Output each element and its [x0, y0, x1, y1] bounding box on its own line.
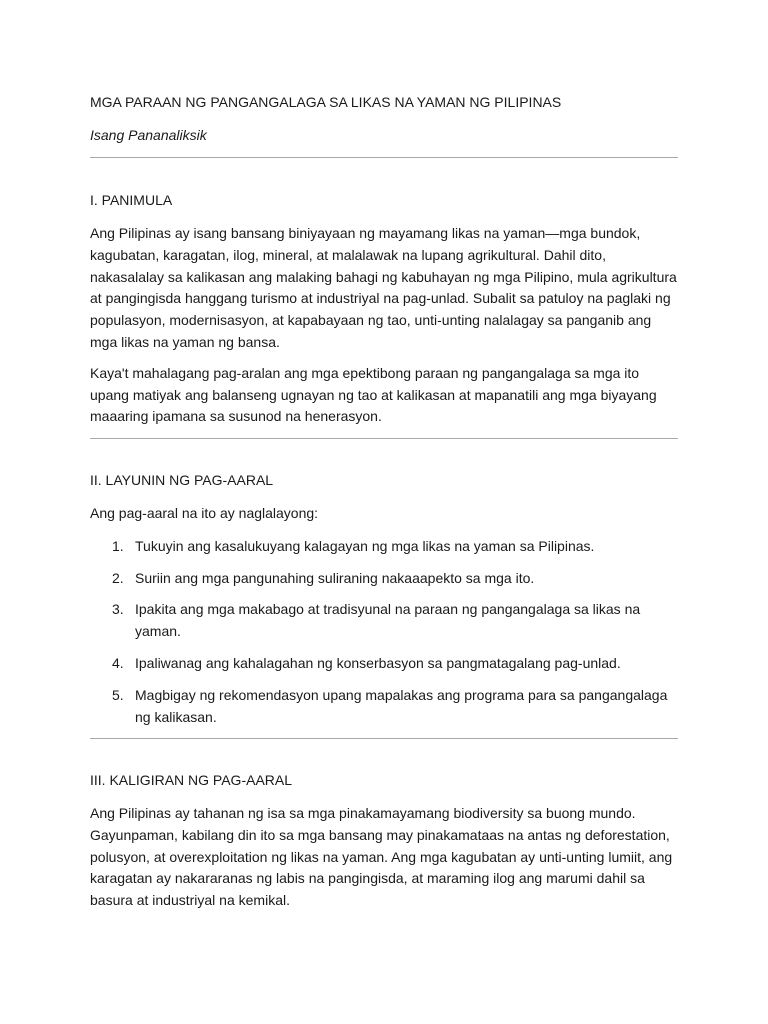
list-item — [90, 568, 678, 590]
paragraph: Ang Pilipinas ay tahanan ng isa sa mga pinakamayamang biodiversity sa buong mundo. Gayunpaman, kabilang din ito sa mga bansang may pinakamataas na antas ng deforestation, polusyon, at overexploitation ng likas na yaman. Ang mga kagubatan ay unti-unting lumiit, ang karagatan ay nakararanas ng labis na pangingisda, at maraming ilog ang marumi dahil sa basura at industriyal na kemikal. — [90, 805, 673, 909]
paragraph: Ang Pilipinas ay isang bansang biniyayaan ng mayamang likas na yaman—mga bundok, kagubatan, karagatan, ilog, mineral, at malalawak na lupang agrikultural. Dahil dito, nakasalalay sa kalikasan ang malaking bahagi ng kabuhayan ng mga Pilipino, mula agrikultura at pangingisda hanggang turismo at industriyal na pag-unlad. Subalit sa patuloy na paglaki ng populasyon, modernisasyon, at kapabayaan ng tao, unti-unting nalalagay sa panganib ang mga likas na yaman ng bansa. — [90, 225, 677, 350]
list-text: Magbigay ng rekomendasyon upang mapalakas ang programa para sa pangangalaga ng kalikasan. — [135, 686, 668, 725]
list-number: 5. — [112, 686, 124, 703]
section-layunin — [90, 471, 678, 738]
section-heading: III. KALIGIRAN NG PAG-AARAL — [90, 772, 293, 788]
list-number: 1. — [112, 537, 124, 554]
list-item — [90, 685, 678, 729]
section-panimula — [90, 191, 678, 437]
paragraph: Ang pag-aaral na ito ay naglalayong: — [90, 505, 319, 521]
list-number: 2. — [112, 569, 124, 586]
list-text: Suriin ang mga pangunahing suliraning nakaaapekto sa mga ito. — [135, 569, 535, 586]
list-item — [90, 536, 678, 558]
section-heading: II. LAYUNIN NG PAG-AARAL — [90, 472, 274, 488]
list-number: 4. — [112, 654, 124, 671]
paragraph: Kaya't mahalagang pag-aralan ang mga epektibong paraan ng pangangalaga sa mga ito upang matiyak ang balanseng ugnayan ng tao at kalikasan at mapanatili ang mga biyayang maaaring ipamana sa susunod na henerasyon. — [90, 364, 657, 425]
document-subtitle: Isang Pananaliksik — [90, 127, 207, 143]
list-text: Ipaliwanag ang kahalagahan ng konserbasyon sa pangmatagalang pag-unlad. — [135, 654, 621, 671]
list-item — [90, 599, 678, 643]
objectives-list — [90, 536, 678, 729]
section-heading: I. PANIMULA — [90, 192, 173, 208]
list-item — [90, 653, 678, 675]
document-title: MGA PARAAN NG PANGANGALAGA SA LIKAS NA YAMAN NG PILIPINAS — [90, 94, 562, 110]
section-divider — [90, 157, 678, 158]
section-kaligiran — [90, 771, 678, 921]
list-text: Tukuyin ang kasalukuyang kalagayan ng mga likas na yaman sa Pilipinas. — [135, 537, 595, 554]
list-number: 3. — [112, 601, 124, 618]
section-divider — [90, 738, 678, 739]
section-divider — [90, 438, 678, 439]
list-text: Ipakita ang mga makabago at tradisyunal na paraan ng pangangalaga sa likas na yaman. — [135, 601, 641, 640]
